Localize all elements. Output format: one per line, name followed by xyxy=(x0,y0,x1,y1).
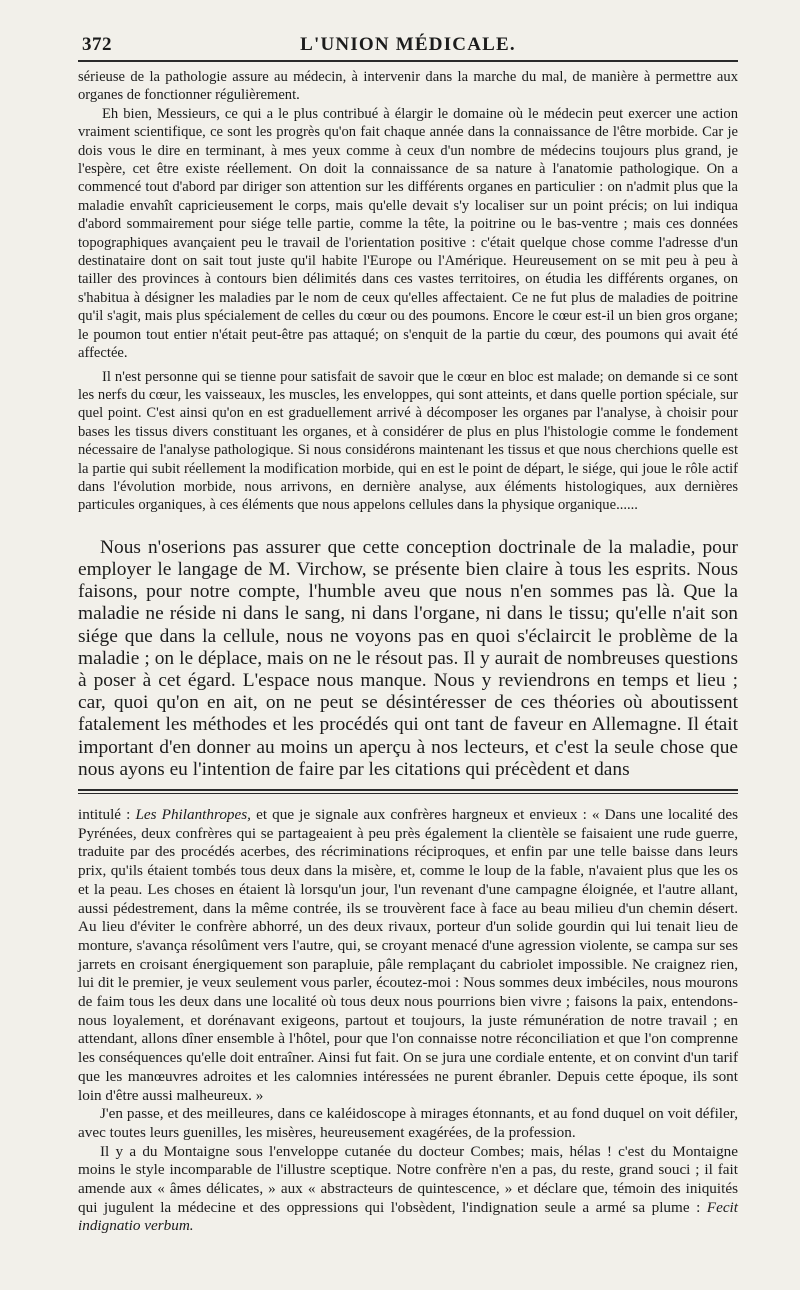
footnote-1-lead: intitulé : xyxy=(78,805,136,823)
footnote-3-text: Il y a du Montaigne sous l'enveloppe cutanée du docteur Combes; mais, hélas ! c'est du Montaigne moins le style incomparable de l'illustre sceptique. Notre confrère n'en a pas, du reste, grand souci ; il fait amende aux « âmes délicates, » aux « abstracteurs de quintescence, » et déclare que, témoin des iniquités qui jugulent la médecine et des oppressions qui l'obsèdent, l'indignation seule a armé sa plume : xyxy=(78,1142,738,1216)
header-rule xyxy=(78,60,738,62)
footnote-paragraph-2: J'en passe, et des meilleures, dans ce kaléidoscope à mirages étonnants, et au fond duquel on voit défiler, avec toutes leurs guenilles, les misères, heureusement exagérées, de la profession. xyxy=(78,1105,738,1141)
body-paragraph-2: Eh bien, Messieurs, ce qui a le plus contribué à élargir le domaine où le médecin peut exercer une action vraiment scientifique, ce sont les progrès qu'on fait chaque année dans la connaissance de l'être morbide. Car je dois vous le dire en terminant, à mes yeux comme à ceux d'un nombre de médecins toujours plus grand, je l'espère, cet être existe réellement. On doit la connaissance de sa nature à l'anatomie pathologique. On a commencé tout d'abord par diriger son attention sur les différents organes en particulier : on n'admit plus que la maladie envahît capricieusement le corps, mais qu'elle devait s'y localiser sur un point précis; on lui indiqua d'abord sommairement pour siége telle partie, comme la tête, la poitrine ou le bas-ventre ; mais ces données topographiques avançaient peu le travail de l'orientation positive : c'était quelque chose comme l'adresse d'un destinataire dont on sait tout juste qu'il habite l'Europe ou l'Amérique. Heureusement on se mit peu à peu à tailler des provinces à contours bien délimités dans ces vastes territoires, on étudia les différents organes, on s'habitua à désigner les maladies par le nom de ceux qu'elles affectaient. Ce ne fut plus de maladies de poitrine qu'il s'agit, mais plus spécialement de celles du cœur ou des poumons. Encore le cœur est-il un bien gros organe; le poumon tout entier n'était peut-être pas attaqué; on s'enquit de la partie du cœur, des poumons qui avait été affectée. xyxy=(78,105,738,362)
editorial-paragraph: Nous n'oserions pas assurer que cette conception doctrinale de la maladie, pour employer le langage de M. Virchow, se présente bien claire à tous les esprits. Nous faisons, pour notre compte, l'humble aveu que nous n'en sommes pas là. Que la maladie ne réside ni dans le sang, ni dans l'organe, ni dans le tissu; qu'elle n'ait son siége que dans la cellule, nous ne voyons pas en quoi s'éclaircit le problème de la maladie ; on le déplace, mais on ne le résout pas. Il y aurait de nombreuses questions à poser à cet égard. L'espace nous manque. Nous y reviendrons en temps et lieu ; car, quoi qu'on en ait, on ne peut se désintéresser de ces théories où aboutissent fatalement les méthodes et les procédés qui ont tant de faveur en Allemagne. Il était important d'en donner au moins un aperçu à nos lecteurs, et c'est la seule chose que nous ayons eu l'intention de faire par les citations qui précèdent et dans xyxy=(78,536,738,780)
footnote-1-text: et que je signale aux confrères hargneux et envieux : « Dans une localité des Pyrénées, deux confrères qui se partageaient à peu près également la clientèle se faisaient une rude guerre, traduite par des procédés acerbes, des récriminations réciproques, et enfin par une telle baisse dans leurs prix, qu'ils étaient tombés tous deux dans la misère, et, comme le loup de la fable, n'avaient plus que les os et la peau. Les choses en étaient là lorsqu'un jour, l'un revenant d'une campagne éloignée, et l'autre allant, aussi pédestrement, dans la même contrée, ils se trouvèrent face à face au beau milieu d'un chemin désert. Au lieu d'éviter le confrère abhorré, un des deux rivaux, porteur d'un solide gourdin qui lui tenait lieu de monture, s'avança résolûment vers l'autre, qui, se croyant menacé d'une agression violente, se campa sur ses jarrets en croisant énergiquement son parapluie, pâle remplaçant du cabriolet impossible. Ne craignez rien, lui dit le premier, je veux seulement vous parler, écoutez-moi : Nous sommes deux imbéciles, nous mourons de faim tous les deux dans une localité où tous deux nous pourrions bien vivre ; faisons la paix, entendons-nous loyalement, et dorénavant exigeons, partout et toujours, la juste rémunération de notre travail ; en attendant, allons dîner ensemble à l'hôtel, pour que l'on connaisse notre réconciliation et que l'on comprenne les conséquences qu'elle doit entraîner. Ainsi fut fait. On se jura une cordiale entente, et on convint d'un tarif que les manœuvres adroites et les calomnies intéressées ne purent ébranler. Depuis cette époque, ils sont loin d'être aussi malheureux. » xyxy=(78,805,738,1104)
footnote-paragraph-1 xyxy=(78,806,738,1105)
running-head xyxy=(78,26,738,60)
page-number: 372 xyxy=(82,34,112,55)
footnote-separator xyxy=(78,789,738,794)
footnote-book-title: Les Philanthropes, xyxy=(135,805,251,823)
body-paragraph-1: sérieuse de la pathologie assure au médecin, à intervenir dans la marche du mal, de manière à permettre aux organes de fonctionner régulièrement. xyxy=(78,69,738,104)
latin-quote: Fecit indignatio verbum. xyxy=(78,1198,738,1235)
footnote-paragraph-3 xyxy=(78,1143,738,1237)
body-paragraph-3: Il n'est personne qui se tienne pour satisfait de savoir que le cœur en bloc est malade; on demande si ce sont les nerfs du cœur, les vaisseaux, les muscles, les enveloppes, qui sont atteints, et dans quelle portion spéciale, sur quel point. C'est ainsi qu'on en est graduellement arrivé à décomposer les organes par l'analyse, à choisir pour bases les tissus divers constituant les organes, et à considérer de plus en plus l'histologie comme le fondement nécessaire de l'analyse pathologique. Si nous considérons maintenant les tissus et que nous cherchions quelle est la partie qui subit réellement la modification morbide, qui en est le point de départ, le siége, qui joue le rôle actif dans l'évolution morbide, nous arrivons, en dernière analyse, aux éléments histologiques, aux dernières particules organiques, à ces éléments que nous appelons cellules dans la physique organique...... xyxy=(78,368,738,514)
journal-title: L'UNION MÉDICALE. xyxy=(300,34,516,55)
journal-page xyxy=(78,26,738,1236)
